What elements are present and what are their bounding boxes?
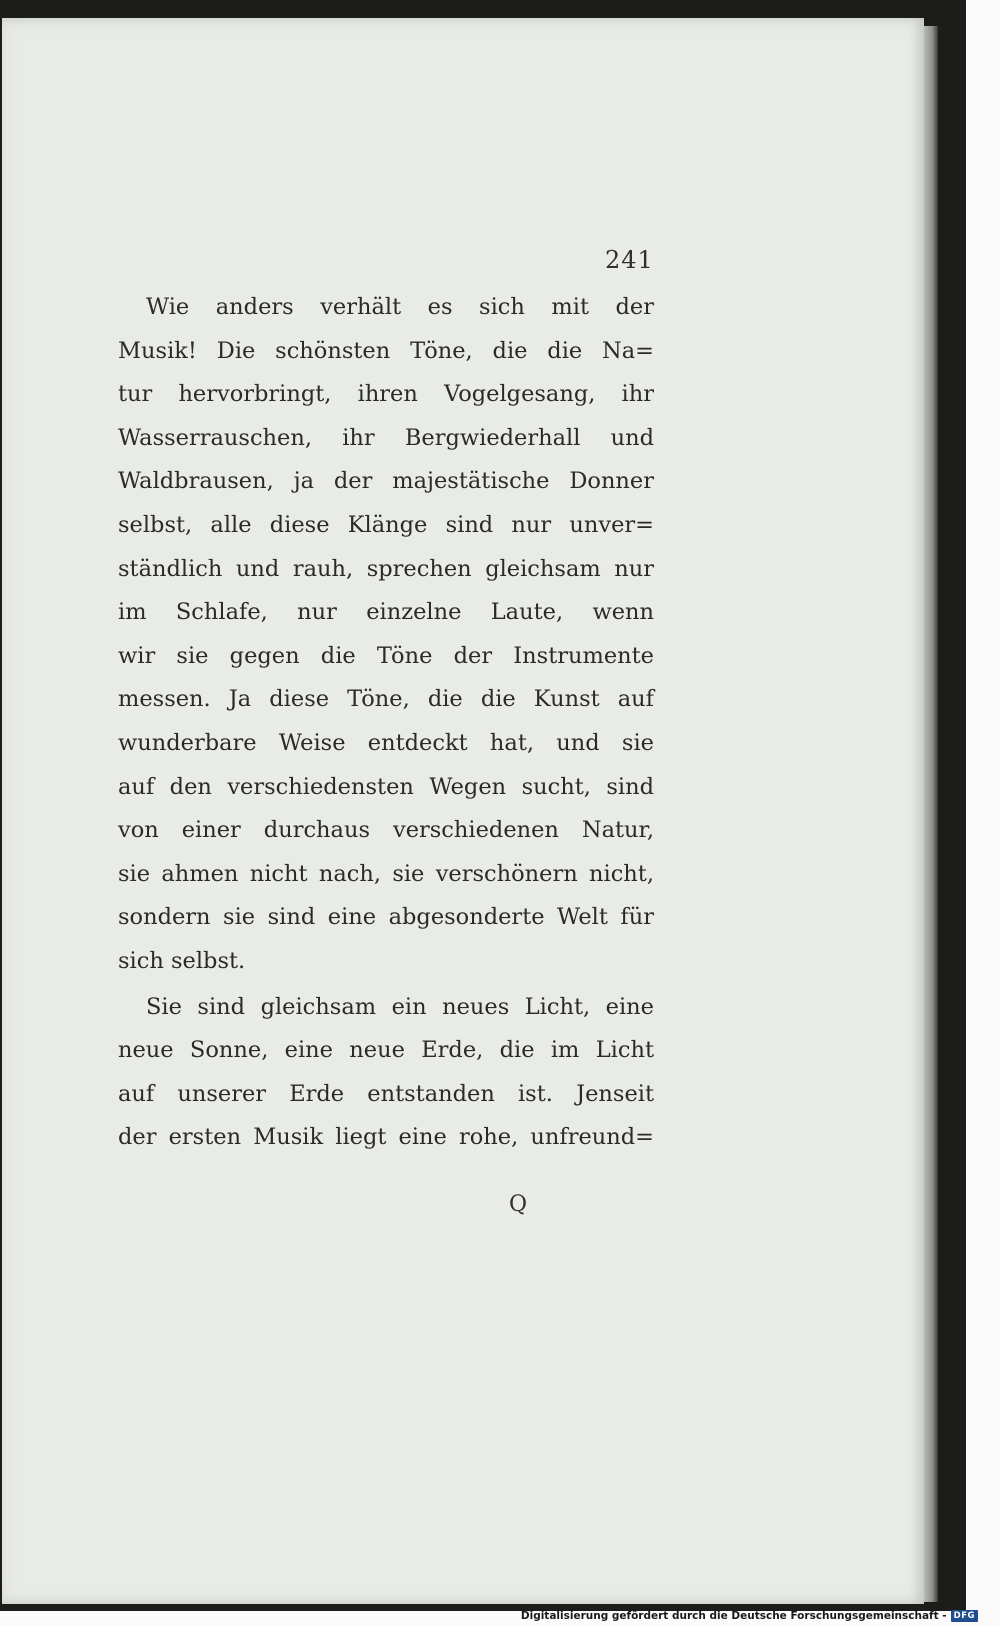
text-line: sich selbst. <box>118 947 246 974</box>
text-line: der ersten Musik liegt eine rohe, unfreund= <box>118 1124 654 1151</box>
text-line: auf unserer Erde entstanden ist. Jenseit <box>118 1080 654 1107</box>
text-line: auf den verschiedensten Wegen sucht, sind <box>118 773 654 800</box>
text-line: sie ahmen nicht nach, sie verschönern nicht, <box>118 860 654 887</box>
text-line: Wie anders verhält es sich mit der <box>146 294 654 320</box>
body-text <box>118 286 654 1160</box>
text-line: von einer durchaus verschiedenen Natur, <box>118 817 654 844</box>
text-line: sondern sie sind eine abgesonderte Welt für <box>118 904 654 931</box>
digitization-footer <box>521 1610 978 1622</box>
text-line: Sie sind gleichsam ein neues Licht, eine <box>146 993 654 1020</box>
text-line: tur hervorbringt, ihren Vogelgesang, ihr <box>118 381 654 408</box>
dfg-logo: DFG <box>951 1610 978 1622</box>
page-number: 241 <box>605 246 654 274</box>
catchword: Q <box>509 1192 528 1217</box>
footer-text: Digitalisierung gefördert durch die Deutsche Forschungsgemeinschaft - <box>520 1610 947 1622</box>
text-line: messen. Ja diese Töne, die die Kunst auf <box>118 686 654 713</box>
text-line: wir sie gegen die Töne der Instrumente <box>118 642 654 669</box>
text-line: Musik! Die schönsten Töne, die die Na= <box>118 337 654 364</box>
text-line: neue Sonne, eine neue Erde, die im Licht <box>118 1037 654 1064</box>
text-line: ständlich und rauh, sprechen gleichsam nur <box>118 555 654 582</box>
text-line: Wasserrauschen, ihr Bergwiederhall und <box>118 424 654 451</box>
text-line: im Schlafe, nur einzelne Laute, wenn <box>118 599 654 626</box>
text-line: Waldbrausen, ja der majestätische Donner <box>118 468 654 495</box>
text-line: wunderbare Weise entdeckt hat, und sie <box>118 729 654 756</box>
text-line: selbst, alle diese Klänge sind nur unver= <box>118 511 654 538</box>
page-edge <box>924 26 938 1602</box>
